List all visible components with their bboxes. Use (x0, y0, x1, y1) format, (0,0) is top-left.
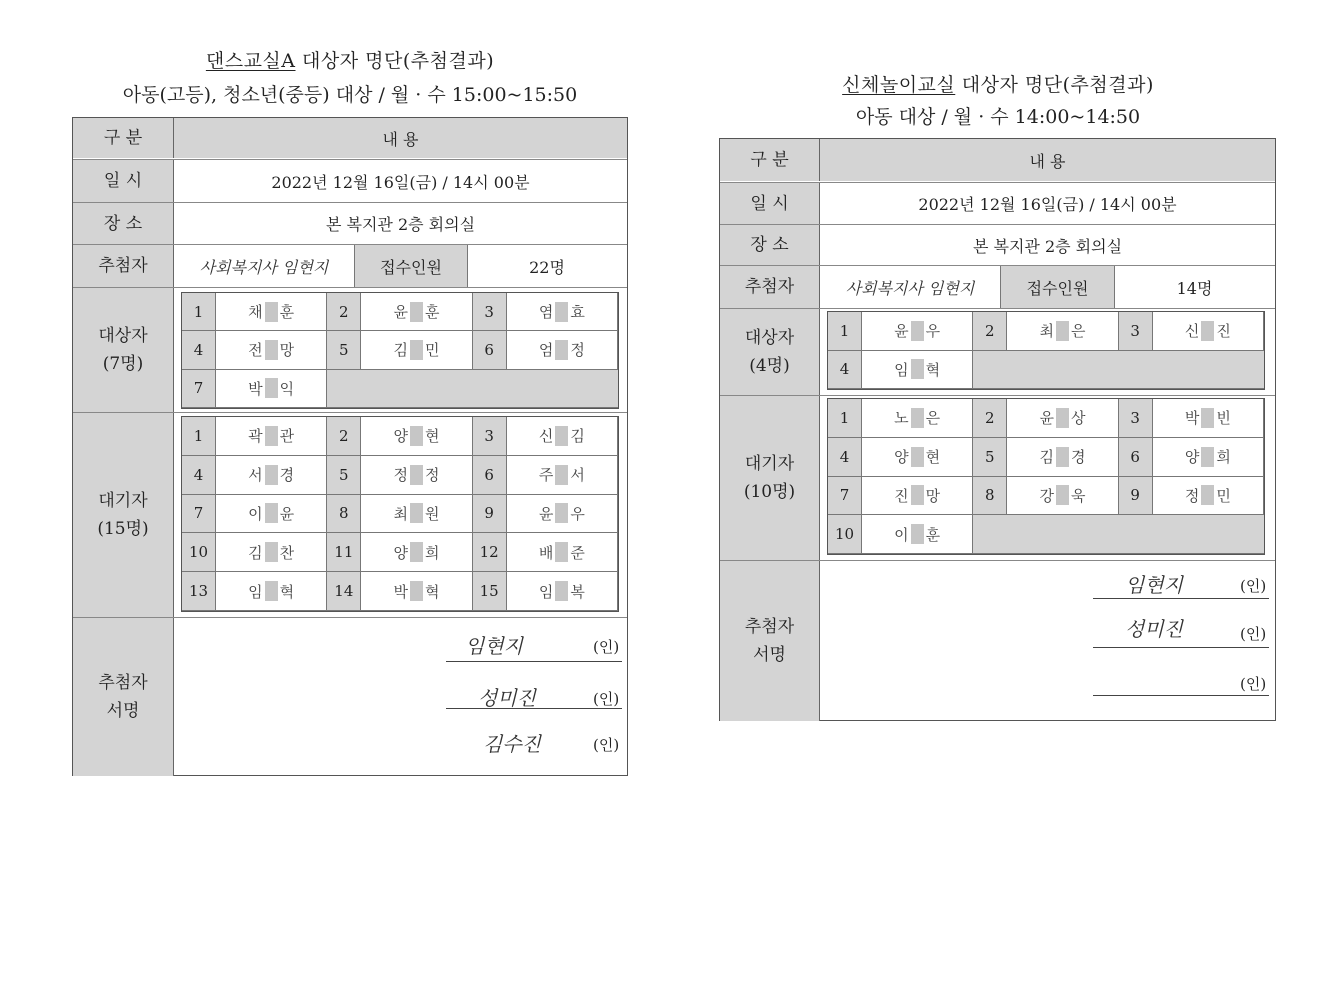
right-waiting-number: 10 (828, 515, 862, 554)
left-targets-name (507, 293, 618, 331)
left-targets-name (216, 293, 327, 331)
left-waiting-name-redaction (555, 542, 568, 562)
right-subtitle: 아동 대상 / 월 · 수 14:00~14:50 (855, 106, 1141, 128)
right-targets-name (862, 312, 973, 351)
left-title (70, 46, 630, 73)
right-waiting-number: 5 (973, 438, 1007, 477)
left-waiting-number: 2 (327, 417, 361, 456)
left-waiting-name-redaction (410, 503, 423, 523)
left-signature-2: 성미진 (478, 686, 536, 710)
left-date-value: 2022년 12월 16일(금) / 14시 00분 (271, 172, 530, 192)
left-waiting-name (507, 572, 618, 611)
right-waiting-name-redaction (911, 408, 924, 428)
left-targets-name-redaction (265, 302, 278, 322)
left-waiting-name-last: 찬 (279, 543, 295, 562)
right-drawer-label: 추첨자 (720, 266, 820, 308)
right-targets-label-box (720, 309, 820, 395)
left-targets-name-redaction (265, 378, 278, 398)
right-waiting-number: 9 (1119, 477, 1153, 516)
right-header-row (720, 139, 1275, 181)
left-signature-1: 임현지 (465, 634, 523, 658)
left-targets-name (361, 331, 472, 369)
left-title-class: 댄스교실A (205, 50, 296, 72)
left-drawer-row (73, 244, 627, 287)
left-waiting-name-redaction (410, 542, 423, 562)
left-waiting-name-redaction (265, 542, 278, 562)
right-waiting-name (1153, 399, 1264, 438)
right-waiting-name-first: 윤 (1039, 409, 1054, 428)
left-place-value: 본 복지관 2층 회의실 (325, 215, 476, 234)
right-waiting-name-last: 훈 (925, 525, 941, 544)
right-waiting-number: 6 (1119, 438, 1153, 477)
left-waiting-name-redaction (265, 503, 278, 523)
left-waiting-number: 8 (327, 495, 361, 534)
left-targets-name-first: 채 (248, 303, 263, 322)
left-place-row (73, 202, 627, 244)
right-waiting-number: 2 (973, 399, 1007, 438)
left-targets-name (216, 331, 327, 369)
left-signature-2-line (446, 708, 622, 709)
left-targets-number: 6 (473, 331, 507, 369)
left-waiting-name (507, 417, 618, 456)
left-targets-name-redaction (555, 302, 568, 322)
right-title-rest: 대상자 명단(추첨결과) (955, 74, 1154, 96)
left-targets-name-redaction (555, 340, 568, 360)
right-signature-1-line (1093, 598, 1269, 599)
right-waiting-name (1007, 438, 1118, 477)
right-waiting-empty-cell (1119, 515, 1264, 554)
right-waiting-name-first: 박 (1184, 409, 1200, 428)
left-signature-3-seal: (인) (593, 736, 620, 754)
right-waiting-name-first: 양 (1184, 448, 1200, 467)
left-waiting-name-last: 윤 (279, 504, 295, 523)
left-waiting-name (361, 456, 472, 495)
right-targets-name-redaction (1056, 321, 1069, 341)
left-waiting-name-redaction (410, 465, 423, 485)
left-targets-empty-cell (473, 370, 618, 408)
right-targets-name-last: 은 (1070, 322, 1086, 341)
left-title-rest: 대상자 명단(추첨결과) (295, 50, 495, 72)
left-waiting-name (507, 533, 618, 572)
left-targets-name-redaction (410, 302, 423, 322)
left-targets-name-first: 전 (248, 341, 263, 360)
left-waiting-name (216, 572, 327, 611)
left-waiting-name-redaction (410, 426, 423, 446)
left-waiting-name (216, 495, 327, 534)
right-waiting-name-first: 정 (1184, 486, 1200, 505)
right-waiting-number: 8 (973, 477, 1007, 516)
right-waiting-name-redaction (1201, 408, 1214, 428)
left-waiting-name-first: 김 (248, 543, 263, 562)
left-waiting-name-last: 혁 (424, 582, 440, 601)
right-place-label: 장 소 (720, 225, 820, 265)
right-waiting-name-first: 양 (894, 448, 909, 467)
right-signature-label-2: 서명 (753, 645, 786, 665)
left-waiting-number: 6 (473, 456, 507, 495)
left-waiting-number: 7 (182, 495, 216, 534)
left-waiting-label: 대기자 (98, 491, 148, 511)
left-waiting-row (73, 412, 627, 617)
right-waiting-table (827, 398, 1265, 555)
left-waiting-name-last: 서 (570, 466, 585, 485)
left-targets-number: 4 (182, 331, 216, 369)
right-targets-name-redaction (911, 359, 924, 379)
left-waiting-name-last: 경 (279, 466, 295, 485)
right-targets-row (720, 308, 1275, 395)
left-waiting-name-first: 임 (538, 582, 554, 601)
left-waiting-name-last: 우 (570, 504, 585, 523)
right-waiting-label: 대기자 (744, 454, 795, 474)
right-targets-empty-cell (973, 351, 1118, 390)
left-targets-label-box (73, 288, 174, 412)
left-targets-name-last: 정 (570, 341, 585, 360)
left-waiting-name-last: 원 (424, 504, 440, 523)
left-waiting-name-last: 현 (424, 427, 440, 446)
right-waiting-empty-cell (973, 515, 1118, 554)
left-targets-name (361, 293, 472, 331)
right-signature-1-seal: (인) (1240, 577, 1267, 595)
left-received-label: 접수인원 (354, 245, 468, 287)
right-targets-name-redaction (911, 321, 924, 341)
right-targets-number: 3 (1119, 312, 1153, 351)
right-signature-3-seal: (인) (1240, 675, 1267, 693)
left-targets-name (216, 370, 327, 408)
left-targets-name-last: 민 (424, 341, 440, 360)
left-targets-empty-cell (327, 370, 472, 408)
left-waiting-name-last: 정 (424, 466, 440, 485)
left-targets-number: 1 (182, 293, 216, 331)
right-signature-2-seal: (인) (1240, 625, 1267, 643)
right-targets-count: (4명) (749, 356, 790, 376)
right-targets-name-first: 최 (1039, 322, 1054, 341)
right-drawer-value: 사회복지사 임현지 (845, 278, 975, 298)
left-drawer-value: 사회복지사 임현지 (199, 257, 329, 277)
right-date-label: 일 시 (720, 183, 820, 224)
right-waiting-number: 4 (828, 438, 862, 477)
right-waiting-name-redaction (911, 485, 924, 505)
left-waiting-name-last: 김 (570, 427, 585, 446)
right-waiting-name-last: 망 (925, 486, 941, 505)
left-signature-label-1: 추첨자 (98, 673, 148, 693)
right-drawer-row (720, 265, 1275, 308)
right-targets-label: 대상자 (744, 328, 795, 348)
right-targets-name (862, 351, 973, 390)
left-targets-name-first: 엄 (538, 341, 554, 360)
right-waiting-name-redaction (1056, 447, 1069, 467)
left-waiting-name-last: 복 (570, 582, 585, 601)
left-waiting-name-redaction (265, 465, 278, 485)
left-header-row (73, 118, 627, 158)
left-waiting-name-first: 곽 (248, 427, 263, 446)
left-waiting-name-first: 주 (538, 466, 554, 485)
right-targets-name-first: 윤 (894, 322, 909, 341)
left-targets-table (181, 292, 619, 409)
right-signature-row (720, 560, 1275, 721)
left-waiting-name-redaction (555, 426, 568, 446)
left-waiting-name (361, 417, 472, 456)
right-signature-2-line (1093, 647, 1269, 648)
left-signature-1-line (446, 661, 622, 662)
right-signature-3-line (1093, 695, 1269, 696)
right-waiting-name-last: 희 (1216, 448, 1231, 467)
left-date-row (73, 159, 627, 202)
left-waiting-name-redaction (265, 581, 278, 601)
left-targets-name-last: 효 (570, 303, 585, 322)
left-waiting-name-first: 임 (248, 582, 263, 601)
left-waiting-name-redaction (555, 581, 568, 601)
left-targets-number: 2 (327, 293, 361, 331)
left-targets-name-redaction (265, 340, 278, 360)
left-targets-row (73, 287, 627, 412)
left-waiting-name-first: 이 (248, 504, 263, 523)
right-waiting-number: 7 (828, 477, 862, 516)
right-signature-label-box (720, 561, 820, 721)
left-waiting-number: 4 (182, 456, 216, 495)
right-targets-name-first: 신 (1184, 322, 1200, 341)
right-targets-empty-cell (1119, 351, 1264, 390)
left-waiting-name-redaction (555, 503, 568, 523)
right-waiting-name-first: 노 (894, 409, 909, 428)
right-waiting-name-redaction (911, 447, 924, 467)
right-place-value: 본 복지관 2층 회의실 (972, 236, 1123, 256)
right-signature-1: 임현지 (1125, 573, 1183, 597)
right-place-row (720, 224, 1275, 265)
right-waiting-name-redaction (1201, 485, 1214, 505)
left-waiting-name-first: 양 (393, 427, 408, 446)
left-targets-name-first: 박 (248, 379, 263, 398)
right-waiting-count: (10명) (743, 482, 796, 502)
left-targets-name-first: 김 (393, 341, 408, 360)
left-waiting-name-first: 서 (248, 466, 263, 485)
left-waiting-name-first: 배 (538, 543, 554, 562)
left-form (72, 117, 628, 776)
right-waiting-name (1153, 438, 1264, 477)
left-waiting-name-last: 관 (279, 427, 295, 446)
left-drawer-label: 추첨자 (73, 245, 174, 287)
right-waiting-name-first: 진 (894, 486, 909, 505)
left-waiting-name-first: 양 (393, 543, 408, 562)
right-waiting-label-box (720, 396, 820, 560)
right-waiting-name-last: 욱 (1070, 486, 1086, 505)
right-waiting-row (720, 395, 1275, 560)
right-title (720, 70, 1276, 97)
left-waiting-name (507, 456, 618, 495)
left-signature-2-seal: (인) (593, 690, 620, 708)
left-waiting-name (507, 495, 618, 534)
left-waiting-table (181, 416, 619, 612)
right-targets-name (1153, 312, 1264, 351)
right-form (719, 138, 1276, 721)
right-waiting-name (1007, 477, 1118, 516)
left-waiting-number: 14 (327, 572, 361, 611)
left-waiting-name-last: 희 (424, 543, 440, 562)
left-waiting-name-redaction (265, 426, 278, 446)
left-signature-row (73, 617, 627, 776)
left-waiting-name-last: 준 (570, 543, 585, 562)
left-waiting-name (216, 533, 327, 572)
left-date-label: 일 시 (73, 160, 174, 202)
left-header-value: 내 용 (174, 118, 627, 158)
right-waiting-name-redaction (1056, 408, 1069, 428)
right-targets-name (1007, 312, 1118, 351)
right-title-class: 신체놀이교실 (842, 74, 956, 96)
left-signature-3: 김수진 (483, 732, 541, 756)
right-targets-name-redaction (1201, 321, 1214, 341)
left-waiting-number: 15 (473, 572, 507, 611)
left-waiting-label-box (73, 413, 174, 617)
right-header-value: 내 용 (820, 139, 1275, 181)
left-waiting-number: 12 (473, 533, 507, 572)
left-waiting-number: 13 (182, 572, 216, 611)
left-waiting-name-first: 윤 (538, 504, 554, 523)
right-waiting-name-last: 현 (925, 448, 941, 467)
left-waiting-number: 11 (327, 533, 361, 572)
left-targets-number: 5 (327, 331, 361, 369)
left-waiting-name (216, 417, 327, 456)
left-waiting-name-first: 신 (538, 427, 554, 446)
left-targets-count: (7명) (102, 354, 144, 374)
left-subtitle: 아동(고등), 청소년(중등) 대상 / 월 · 수 15:00~15:50 (122, 84, 578, 106)
right-waiting-name-last: 경 (1070, 448, 1086, 467)
left-waiting-count: (15명) (97, 519, 149, 539)
right-waiting-name-first: 이 (894, 525, 909, 544)
right-waiting-name-first: 강 (1039, 486, 1054, 505)
left-signature-label-box (73, 618, 174, 776)
right-waiting-name-redaction (1056, 485, 1069, 505)
right-targets-name-last: 우 (925, 322, 941, 341)
right-waiting-name-last: 빈 (1216, 409, 1231, 428)
right-targets-number: 2 (973, 312, 1007, 351)
left-waiting-number: 10 (182, 533, 216, 572)
left-waiting-name-last: 혁 (279, 582, 295, 601)
left-targets-name-first: 윤 (393, 303, 408, 322)
left-targets-number: 7 (182, 370, 216, 408)
right-waiting-name-redaction (1201, 447, 1214, 467)
right-waiting-name-last: 상 (1070, 409, 1086, 428)
right-targets-name-last: 진 (1216, 322, 1231, 341)
left-waiting-name (216, 456, 327, 495)
left-signature-label-2: 서명 (106, 701, 140, 721)
right-date-value: 2022년 12월 16일(금) / 14시 00분 (918, 195, 1177, 214)
left-waiting-name (361, 533, 472, 572)
left-targets-name-last: 훈 (424, 303, 440, 322)
left-targets-name-last: 망 (279, 341, 295, 360)
right-waiting-name (862, 515, 973, 554)
left-targets-name (507, 331, 618, 369)
right-waiting-number: 1 (828, 399, 862, 438)
right-waiting-name (1007, 399, 1118, 438)
right-signature-label-1: 추첨자 (744, 617, 795, 637)
left-waiting-name-first: 정 (393, 466, 408, 485)
left-waiting-number: 5 (327, 456, 361, 495)
left-targets-name-first: 염 (538, 303, 554, 322)
right-waiting-name (862, 438, 973, 477)
right-waiting-name-first: 김 (1039, 448, 1054, 467)
right-targets-number: 1 (828, 312, 862, 351)
right-signature-2: 성미진 (1125, 617, 1183, 641)
left-targets-name-last: 익 (279, 379, 295, 398)
right-waiting-name-last: 민 (1216, 486, 1231, 505)
right-date-row (720, 182, 1275, 224)
left-place-label: 장 소 (73, 203, 174, 244)
left-targets-name-last: 훈 (279, 303, 295, 322)
left-waiting-name (361, 572, 472, 611)
right-waiting-name (1153, 477, 1264, 516)
left-signature-1-seal: (인) (593, 638, 620, 656)
right-received-label: 접수인원 (1000, 266, 1115, 308)
right-targets-name-last: 혁 (925, 360, 941, 379)
right-waiting-name (862, 477, 973, 516)
right-waiting-number: 3 (1119, 399, 1153, 438)
left-waiting-number: 3 (473, 417, 507, 456)
left-waiting-number: 9 (473, 495, 507, 534)
left-targets-number: 3 (473, 293, 507, 331)
right-received-value: 14명 (1176, 278, 1213, 298)
left-targets-name-redaction (410, 340, 423, 360)
left-waiting-name (361, 495, 472, 534)
left-waiting-name-redaction (410, 581, 423, 601)
left-targets-label: 대상자 (98, 326, 148, 346)
right-targets-number: 4 (828, 351, 862, 390)
right-waiting-name-last: 은 (925, 409, 941, 428)
left-received-value: 22명 (529, 257, 565, 277)
right-waiting-name-redaction (911, 524, 924, 544)
right-targets-name-first: 임 (894, 360, 909, 379)
right-waiting-name (862, 399, 973, 438)
left-header-label: 구 분 (73, 118, 174, 158)
left-waiting-number: 1 (182, 417, 216, 456)
left-waiting-name-first: 박 (393, 582, 408, 601)
right-header-label: 구 분 (720, 139, 820, 181)
right-targets-table (827, 311, 1265, 390)
left-waiting-name-first: 최 (393, 504, 408, 523)
left-waiting-name-redaction (555, 465, 568, 485)
